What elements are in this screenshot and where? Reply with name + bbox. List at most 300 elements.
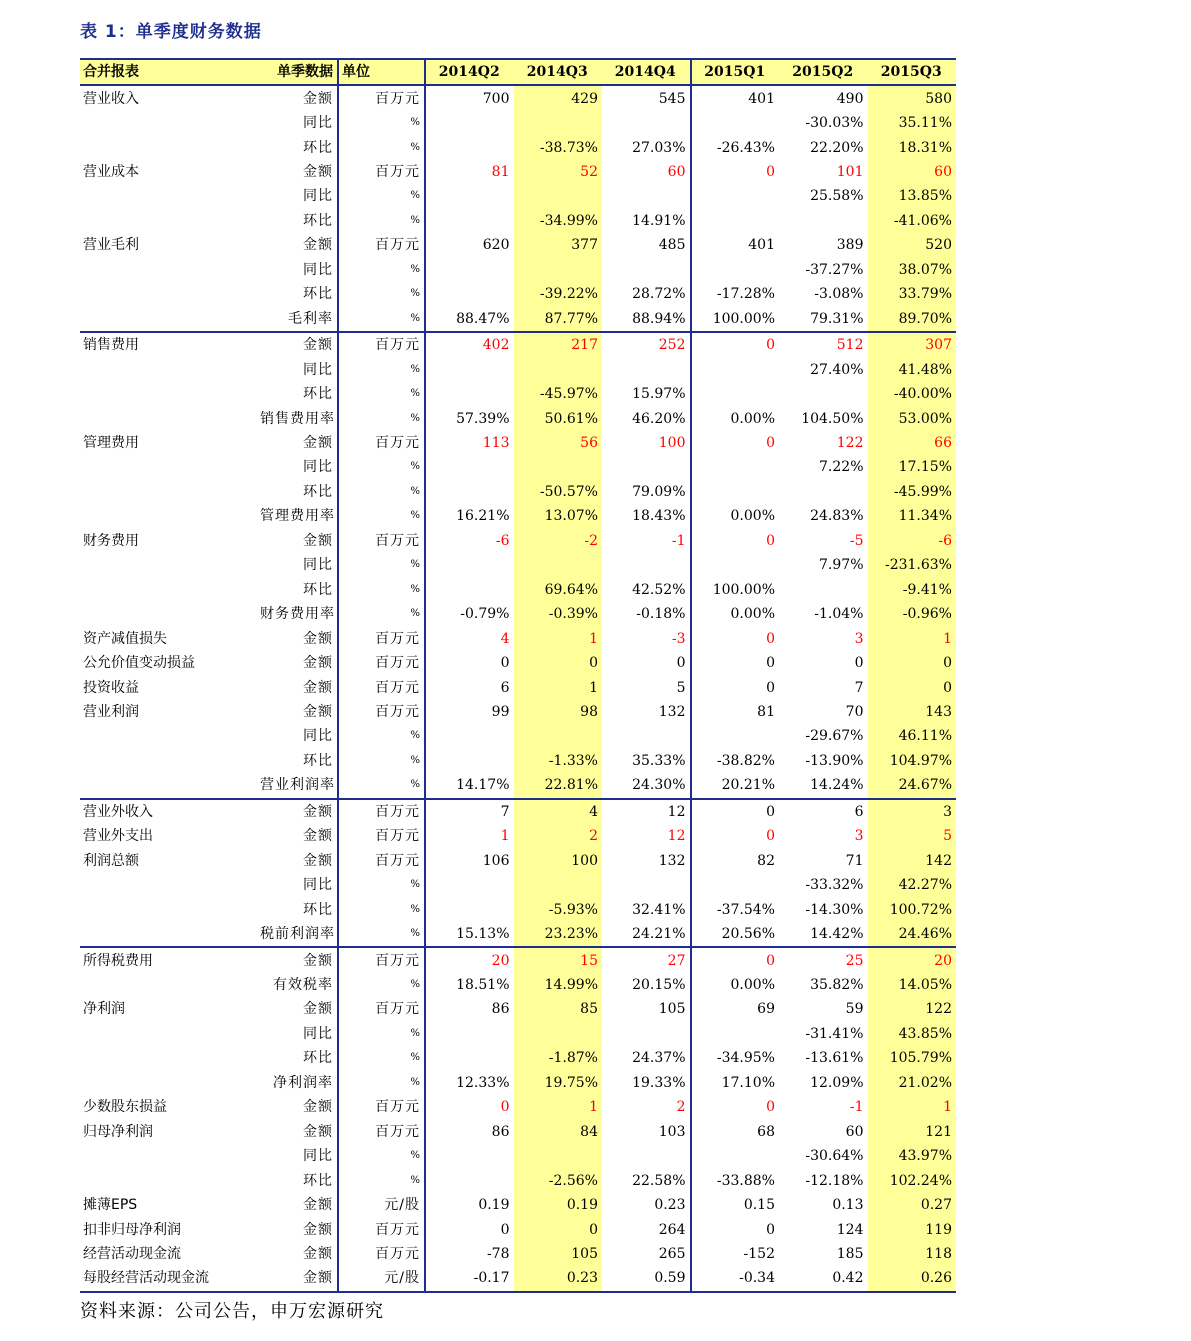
value-cell: 86 [425,997,514,1021]
value-cell [425,724,514,748]
row-item: 金额 [303,532,333,549]
value-cell: -13.90% [805,752,864,769]
value-cell: 15.97% [632,386,686,403]
value-cell: 59 [845,1001,864,1018]
row-name [80,184,257,208]
value-cell: 0.00% [691,406,780,430]
value-cell: 88.94% [632,310,686,327]
value-cell: 1 [514,1095,603,1119]
value-cell: 520 [868,233,957,257]
table-row [80,209,956,233]
table-row [80,431,956,455]
table-row [80,947,956,972]
value-cell [602,873,691,897]
table-row [80,282,956,306]
value-cell [425,1168,514,1192]
value-cell: 88.47% [425,307,514,332]
value-cell: 1 [514,626,603,650]
row-item: 营业利润率 [260,777,335,794]
table-row [80,578,956,602]
value-cell: -78 [425,1242,514,1266]
row-unit: 百万元 [338,675,425,699]
row-unit: % [338,553,425,577]
value-cell: 0.19 [425,1193,514,1217]
value-cell: 0.59 [602,1266,691,1291]
value-cell [425,455,514,479]
value-cell: 132 [658,704,686,720]
value-cell: 20.15% [632,976,686,993]
value-cell [425,184,514,208]
row-unit: % [338,1071,425,1095]
value-cell: -6 [868,529,957,553]
row-name [80,553,257,577]
value-cell: 84 [514,1119,603,1143]
value-cell: 119 [868,1217,957,1241]
header-period: 2014Q3 [526,64,588,81]
value-cell: -0.96% [868,602,957,626]
value-cell: 100.72% [868,897,957,921]
value-cell: -1.87% [514,1046,603,1070]
row-name [80,773,257,798]
table-row [80,111,956,135]
value-cell: 28.72% [632,286,686,303]
value-cell: 32.41% [632,901,686,918]
row-unit: % [338,258,425,282]
value-cell: 12.09% [810,1074,864,1091]
row-name: 资产减值损失 [83,630,167,647]
value-cell: 79.31% [810,310,864,327]
row-name: 经营活动现金流 [83,1245,181,1262]
table-row [80,480,956,504]
row-unit: % [338,406,425,430]
value-cell: 27.40% [810,361,864,378]
row-name [80,897,257,921]
table-row [80,849,956,873]
value-cell [425,749,514,773]
row-unit: 百万元 [338,529,425,553]
source-note: 资料来源：公司公告，申万宏源研究 [80,1301,384,1322]
value-cell [514,1144,603,1168]
value-cell: 402 [425,332,514,357]
value-cell: -1.04% [814,606,864,623]
value-cell: -0.17 [425,1266,514,1291]
value-cell: 19.75% [514,1071,603,1095]
value-cell: 100.00% [691,578,780,602]
row-name [80,455,257,479]
row-name: 公允价值变动损益 [83,655,195,672]
value-cell: 142 [868,849,957,873]
value-cell [779,209,868,233]
value-cell [425,873,514,897]
value-cell: 401 [691,233,780,257]
value-cell [425,1144,514,1168]
value-cell: 20 [868,947,957,972]
value-cell: 12.33% [425,1071,514,1095]
row-item: 税前利润率 [260,926,335,943]
row-unit: % [338,873,425,897]
row-item: 有效税率 [273,976,333,993]
row-name: 净利润 [83,1001,125,1018]
value-cell: 16.21% [425,504,514,528]
table-row [80,675,956,699]
row-unit: % [338,1168,425,1192]
row-name [80,1144,257,1168]
row-name [80,1046,257,1070]
row-unit: % [338,184,425,208]
row-item: 金额 [303,828,333,845]
value-cell: 265 [658,1245,686,1262]
row-unit: 百万元 [338,1119,425,1143]
table-row [80,1193,956,1217]
value-cell: 20.56% [691,922,780,947]
value-cell [602,455,691,479]
value-cell [425,209,514,233]
value-cell: 105 [514,1242,603,1266]
value-cell [779,382,868,406]
row-name: 摊薄EPS [83,1197,138,1214]
value-cell [514,455,603,479]
value-cell: 42.27% [868,873,957,897]
row-name [80,209,257,233]
value-cell: 104.97% [868,749,957,773]
value-cell: 56 [514,431,603,455]
value-cell: 41.48% [868,357,957,381]
value-cell: 24.83% [810,508,864,525]
value-cell: -2 [514,529,603,553]
value-cell: 0.26 [868,1266,957,1291]
value-cell: 0 [676,655,686,672]
row-unit: % [338,973,425,997]
value-cell: 89.70% [868,307,957,332]
value-cell: 217 [514,332,603,357]
value-cell: 132 [658,852,686,869]
row-unit: 百万元 [338,1095,425,1119]
value-cell: 0.13 [832,1197,864,1214]
value-cell: 2 [514,824,603,848]
row-item: 环比 [303,212,333,229]
value-cell: -50.57% [514,480,603,504]
value-cell: 307 [868,332,957,357]
value-cell: 6 [425,675,514,699]
table-row [80,332,956,357]
row-item: 毛利率 [288,310,333,327]
value-cell: 85 [514,997,603,1021]
row-unit: % [338,602,425,626]
value-cell: 102.24% [868,1168,957,1192]
row-item: 环比 [303,1050,333,1067]
row-name: 营业外支出 [83,828,153,845]
value-cell: 100 [658,435,686,452]
value-cell: 1 [425,824,514,848]
row-name [80,111,257,135]
value-cell: -34.99% [514,209,603,233]
value-cell: 7.97% [819,557,864,574]
value-cell: 113 [425,431,514,455]
value-cell: 18.43% [632,508,686,525]
row-name [80,1022,257,1046]
value-cell: 121 [868,1119,957,1143]
table-row [80,626,956,650]
value-cell: 106 [425,849,514,873]
value-cell: 0.27 [868,1193,957,1217]
value-cell [425,1022,514,1046]
value-cell: 18.51% [425,973,514,997]
table-row [80,184,956,208]
table-row [80,724,956,748]
value-cell: 35.82% [810,976,864,993]
value-cell: -33.88% [691,1168,780,1192]
value-cell: 24.30% [632,777,686,794]
table-row [80,1046,956,1070]
value-cell: 100.00% [691,307,780,332]
row-unit: 百万元 [338,431,425,455]
value-cell [691,1144,780,1168]
value-cell: 27 [602,947,691,972]
row-item: 环比 [303,286,333,303]
value-cell: 79.09% [632,483,686,500]
value-cell: 5 [868,824,957,848]
value-cell [514,111,603,135]
value-cell: -1 [671,532,686,549]
value-cell [425,258,514,282]
value-cell [602,258,691,282]
financial-table [80,58,956,1293]
value-cell: 15 [514,947,603,972]
value-cell: 23.23% [514,922,603,947]
row-item: 同比 [303,361,333,378]
row-name [80,724,257,748]
value-cell: 25 [779,947,868,972]
table-row [80,973,956,997]
value-cell: 53.00% [868,406,957,430]
value-cell: -45.99% [868,480,957,504]
row-item: 金额 [303,1245,333,1262]
value-cell: 0 [691,651,780,675]
value-cell: 0.00% [691,602,780,626]
value-cell: 7.22% [819,459,864,476]
row-unit: % [338,897,425,921]
row-unit: 百万元 [338,85,425,110]
value-cell: 24.67% [868,773,957,798]
row-name [80,973,257,997]
value-cell: 0 [514,1217,603,1241]
value-cell: 118 [868,1242,957,1266]
value-cell: 1 [514,675,603,699]
value-cell: 3 [868,799,957,824]
value-cell: 5 [676,679,686,696]
value-cell: 18.31% [868,135,957,159]
row-name [80,382,257,406]
value-cell: 13.85% [868,184,957,208]
row-item: 金额 [303,90,333,107]
value-cell: 0 [514,651,603,675]
row-item: 金额 [303,655,333,672]
value-cell: 580 [868,85,957,110]
value-cell [425,135,514,159]
value-cell [691,357,780,381]
value-cell: 0 [868,651,957,675]
value-cell: 24.21% [632,926,686,943]
value-cell: 22.81% [514,773,603,798]
value-cell: 14.42% [810,926,864,943]
row-item: 金额 [303,1197,333,1214]
table-row [80,1266,956,1291]
table-row [80,85,956,110]
table-row [80,135,956,159]
value-cell: 33.79% [868,282,957,306]
table-row [80,406,956,430]
table-row [80,1144,956,1168]
value-cell: 0 [425,1217,514,1241]
row-unit: % [338,773,425,798]
row-unit: % [338,578,425,602]
value-cell: 0 [691,824,780,848]
row-unit: % [338,209,425,233]
value-cell [425,553,514,577]
row-item: 金额 [257,799,338,824]
row-item: 同比 [303,557,333,574]
row-unit: % [338,1022,425,1046]
row-unit: 百万元 [338,160,425,184]
value-cell [691,724,780,748]
header-col-consolidated: 合并报表 [83,64,139,81]
value-cell: 38.07% [868,258,957,282]
value-cell [425,1046,514,1070]
row-unit: % [338,922,425,947]
table-row [80,529,956,553]
row-item: 环比 [303,139,333,156]
value-cell: -39.22% [514,282,603,306]
row-name: 营业利润 [83,704,139,720]
value-cell: 86 [425,1119,514,1143]
row-unit: % [338,504,425,528]
value-cell [779,578,868,602]
row-name: 每股经营活动现金流 [80,1266,257,1291]
row-item: 环比 [303,752,333,769]
value-cell: 1 [868,626,957,650]
value-cell: 0 [691,529,780,553]
row-unit: % [338,1144,425,1168]
table-row [80,1095,956,1119]
value-cell: 70 [845,704,864,720]
row-unit: % [338,480,425,504]
value-cell [425,282,514,306]
row-unit: % [338,282,425,306]
value-cell: -3 [671,630,686,647]
value-cell: 42.52% [632,581,686,598]
row-unit: 百万元 [338,1242,425,1266]
value-cell: 52 [514,160,603,184]
row-item: 环比 [303,1172,333,1189]
row-unit: 元/股 [338,1193,425,1217]
row-unit: % [338,307,425,332]
value-cell: 6 [779,799,868,824]
header-period: 2015Q3 [880,64,942,81]
value-cell: 101 [836,164,864,181]
value-cell: 81 [425,160,514,184]
value-cell: 122 [836,435,864,452]
table-row [80,824,956,848]
table-row [80,700,956,724]
row-name: 销售费用 [80,332,257,357]
value-cell: 22.20% [810,139,864,156]
table-row [80,873,956,897]
row-name: 营业成本 [83,164,139,181]
value-cell: 25.58% [810,188,864,205]
table-row [80,1071,956,1095]
row-item: 同比 [303,1025,333,1042]
value-cell: 81 [691,700,780,724]
value-cell: 14.91% [632,212,686,229]
value-cell: 71 [845,852,864,869]
value-cell [691,455,780,479]
value-cell: -6 [425,529,514,553]
header-col-quarterly: 单季数据 [277,64,333,81]
row-item: 金额 [303,704,333,720]
value-cell: 401 [691,85,780,110]
value-cell [514,357,603,381]
row-name: 扣非归母净利润 [83,1221,181,1238]
row-item: 财务费用率 [260,606,335,623]
row-unit: % [338,749,425,773]
value-cell: 0 [691,626,780,650]
value-cell: -1.33% [514,749,603,773]
value-cell: 21.02% [868,1071,957,1095]
value-cell: 46.20% [632,410,686,427]
value-cell: 0 [691,1217,780,1241]
header-row [80,59,956,85]
row-unit: 百万元 [338,233,425,257]
value-cell: -41.06% [868,209,957,233]
row-unit: 百万元 [338,947,425,972]
row-name [80,357,257,381]
table-header [80,59,956,85]
row-name [80,406,257,430]
table-row [80,773,956,798]
row-unit: 百万元 [338,1217,425,1241]
table-row [80,602,956,626]
row-name [80,307,257,332]
value-cell: -30.03% [805,115,864,132]
value-cell: 0 [425,651,514,675]
row-item: 金额 [303,1221,333,1238]
value-cell: 0.42 [779,1266,868,1291]
value-cell: -45.97% [514,382,603,406]
value-cell: 485 [658,237,686,254]
value-cell: -31.41% [805,1025,864,1042]
value-cell [425,357,514,381]
row-item: 同比 [303,115,333,132]
row-unit: % [338,1046,425,1070]
value-cell: -5.93% [514,897,603,921]
header-period: 2014Q4 [614,64,676,81]
value-cell: 57.39% [425,406,514,430]
row-name [80,480,257,504]
value-cell: 43.97% [868,1144,957,1168]
value-cell: 14.05% [868,973,957,997]
row-name: 管理费用 [83,435,139,452]
value-cell: 0 [691,947,780,972]
value-cell: -0.34 [691,1266,780,1291]
row-name [80,504,257,528]
row-name [80,135,257,159]
row-unit: % [338,724,425,748]
value-cell: 1 [868,1095,957,1119]
value-cell: 50.61% [514,406,603,430]
row-item: 同比 [303,728,333,745]
value-cell: 122 [868,997,957,1021]
value-cell: 3 [854,828,864,845]
